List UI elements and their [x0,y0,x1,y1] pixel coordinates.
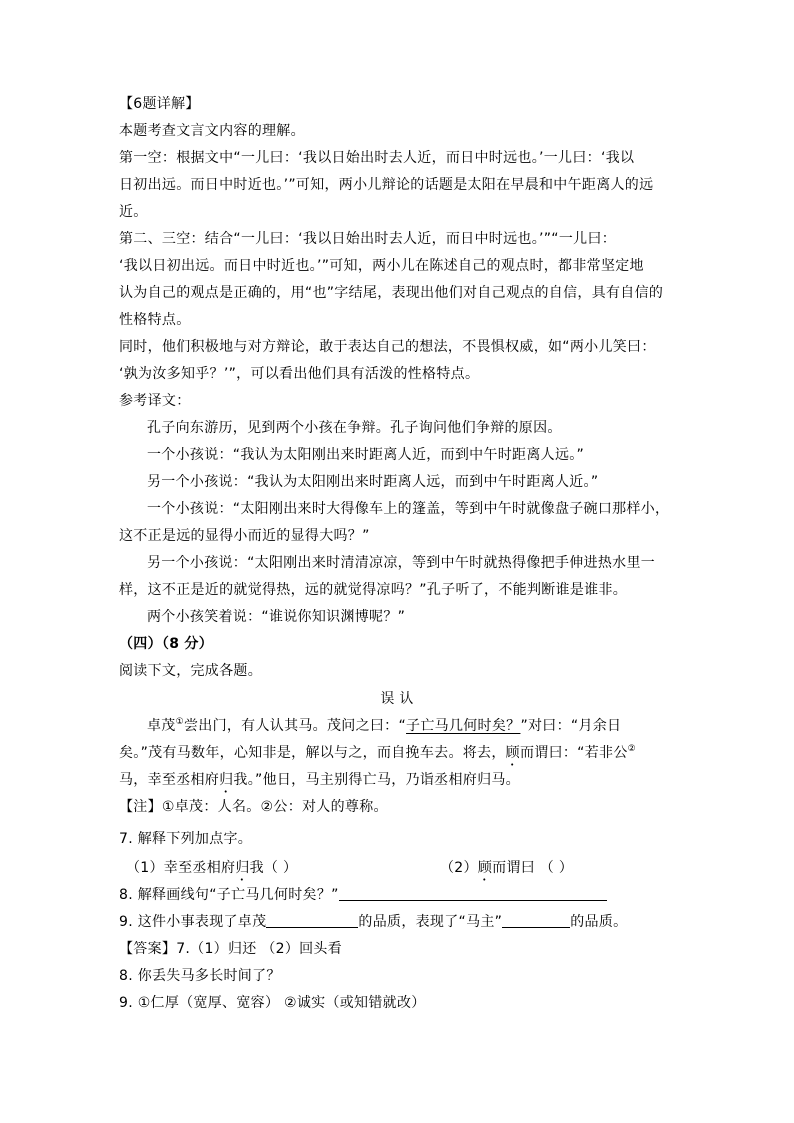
question-7-2: （2）顾而谓曰 （ ） [440,860,574,876]
section-heading: （四）（8 分） [119,636,214,652]
explain-line: 第一空：根据文中“一儿曰：‘我以日始出时去人近，而日中时远也。’一儿曰：‘我以 [119,150,635,166]
translation-line: 两个小孩笑着说：“谁说你知识渊博呢？” [147,609,406,625]
footnote-marker: ② [627,744,636,754]
question-7: 7. 解释下列加点字。 [119,831,253,847]
answer-blank[interactable] [339,886,607,901]
explain-line: 第二、三空：结合“一儿曰：‘我以日始出时去人近，而日中时远也。’”“一儿曰： [119,231,617,247]
passage-line: 矣。”茂有马数年，心知非是，解以与之，而自挽车去。将去，顾而谓曰：“若非公② [119,744,636,761]
dotted-char: 顾 [505,745,520,761]
explain-line: 认为自己的观点是正确的，用“也”字结尾，表现出他们对自己观点的自信，具有自信的 [119,285,664,301]
section-instruction: 阅读下文，完成各题。 [119,663,262,679]
explain-line: ‘我以日初出远。而日中时近也。’”可知，两小儿在陈述自己的观点时，都非常坚定地 [119,258,644,274]
underlined-sentence: 子亡马几何时矣？ [406,718,521,734]
answer-9: 9. ①仁厚（宽厚、宽容） ②诚实（或知错就改） [119,995,426,1011]
translation-line: 另一个小孩说：“我认为太阳刚出来时距离人远，而到中午时距离人近。” [147,474,599,490]
explain-line: 性格特点。 [119,312,191,328]
explain-line: 日初出远。而日中时近也。’”可知，两小儿辩论的话题是太阳在早晨和中午距离人的远 [119,177,654,193]
explain-intro: 本题考查文言文内容的理解。 [119,123,305,139]
question-8: 8. 解释画线句“子亡马几何时矣？” [119,885,607,905]
translation-label: 参考译文： [119,393,191,409]
translation-line: 另一个小孩说：“太阳刚出来时清清凉凉，等到中午时就热得像把手伸进热水里一 [147,555,656,571]
translation-line: 一个小孩说：“我认为太阳刚出来时距离人近，而到中午时距离人远。” [147,447,585,463]
explain-line: 同时，他们积极地与对方辩论，敢于表达自己的想法，不畏惧权威，如“两小儿笑曰： [119,339,656,355]
translation-line: 孔子向东游历，见到两个小孩在争辩。孔子询问他们争辩的原因。 [147,420,562,436]
dotted-char: 归 [235,860,250,876]
question-7-1: （1）幸至丞相府归我（ ） [126,860,298,876]
answer-blank[interactable] [266,913,358,928]
translation-line: 这不正是远的显得小而近的显得大吗？” [119,528,370,544]
footnote-marker: ① [175,717,184,727]
answer-7: 【答案】7.（1）归还 （2）回头看 [119,941,343,957]
translation-line: 样，这不正是近的就觉得热，远的就觉得凉吗？”孔子听了，不能判断谁是谁非。 [119,582,628,598]
answer-8: 8. 你丢失马多长时间了？ [119,968,281,984]
passage-note: 【注】①卓茂：人名。②公：对人的尊称。 [119,799,388,815]
explain-heading: 【6题详解】 [119,96,200,112]
passage-line: 卓茂①尝出门，有人认其马。茂问之曰：“子亡马几何时矣？”对曰：“月余日 [147,717,622,734]
dotted-char: 顾 [477,860,493,876]
explain-line: ‘孰为汝多知乎？’”，可以看出他们具有活泼的性格特点。 [119,366,480,382]
passage-line: 马，幸至丞相府归我。”他日，马主别得亡马，乃诣丞相府归马。 [119,772,520,788]
passage-title: 误 认 [380,691,414,707]
question-9: 9. 这件小事表现了卓茂 的品质，表现了“马主” 的品质。 [119,914,628,930]
explain-line: 近。 [119,204,148,220]
answer-blank[interactable] [502,913,570,928]
dotted-char: 归 [219,772,234,788]
translation-line: 一个小孩说：“太阳刚出来时大得像车上的篷盖，等到中午时就像盘子碗口那样小， [147,501,670,517]
